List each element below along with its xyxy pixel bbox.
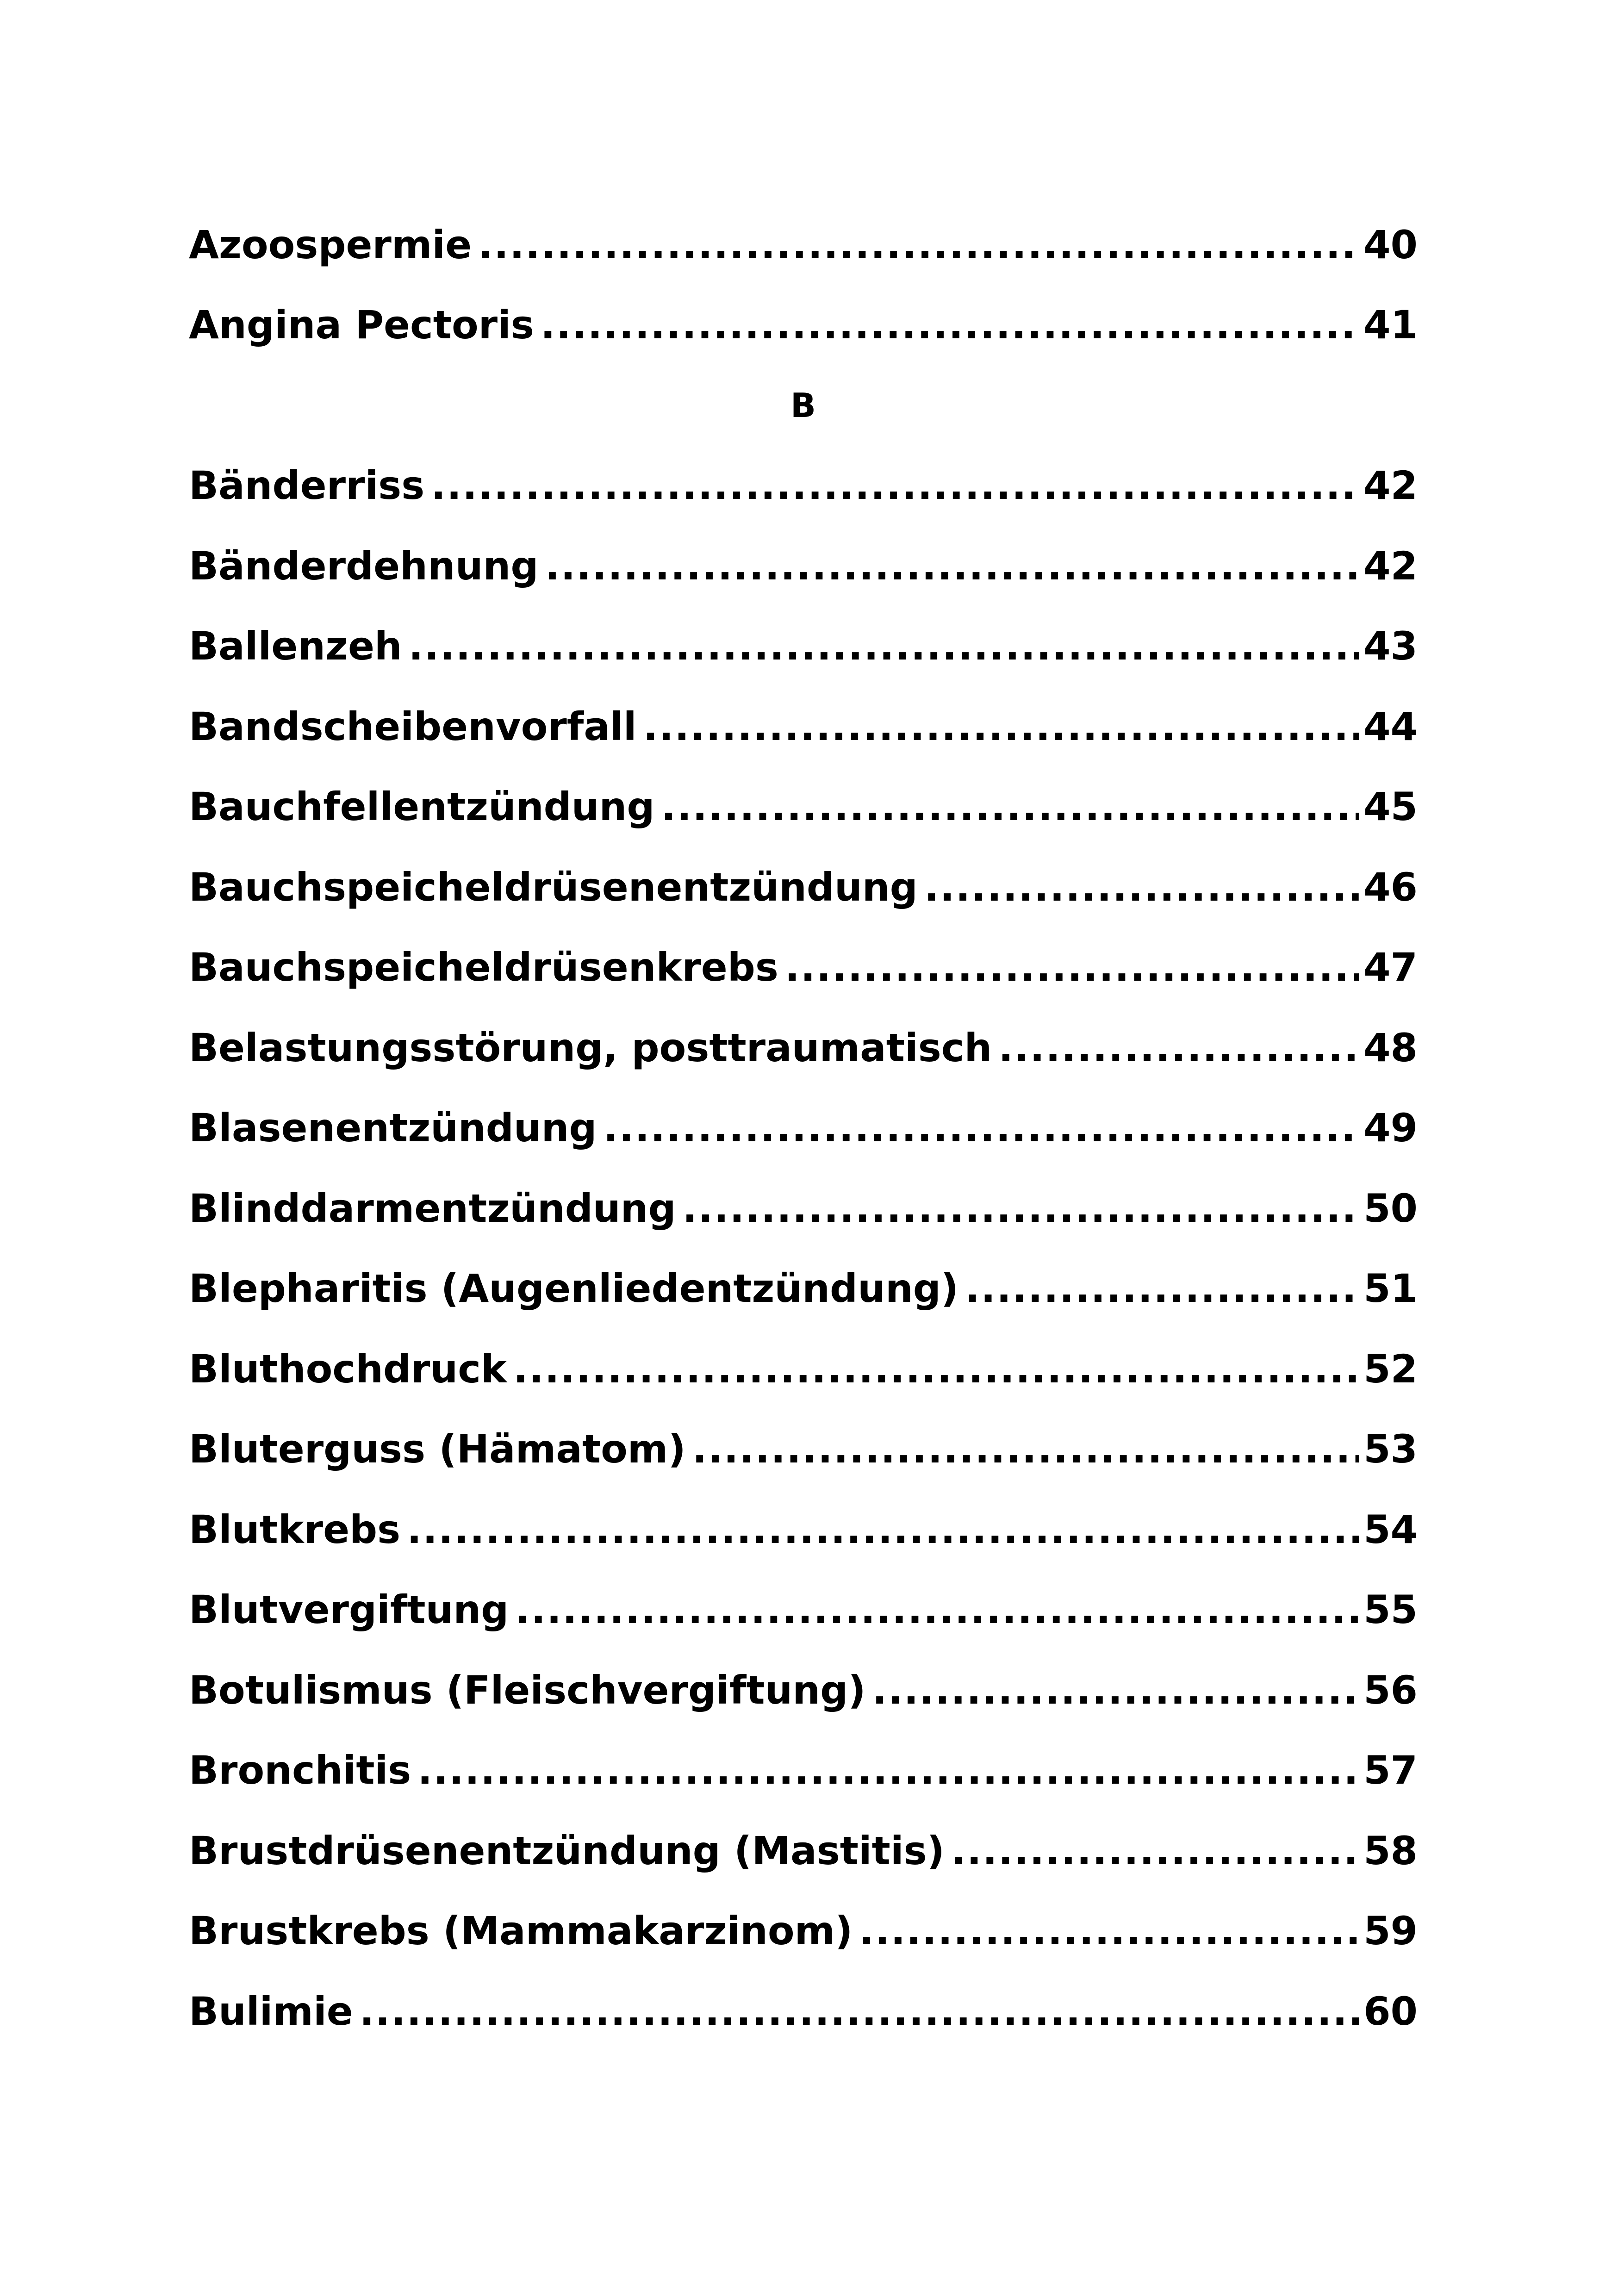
- toc-dot-leader: [402, 627, 1359, 666]
- toc-dot-leader: [400, 1510, 1359, 1549]
- toc-page-number: 55: [1363, 1587, 1418, 1633]
- toc-entry[interactable]: [189, 285, 1418, 366]
- toc-page-number: 59: [1363, 1908, 1418, 1954]
- toc-page-number: 48: [1363, 1025, 1418, 1070]
- toc-entry[interactable]: [189, 1971, 1418, 2052]
- toc-entry[interactable]: [189, 1489, 1418, 1570]
- toc-entry[interactable]: [189, 1811, 1418, 1891]
- toc-dot-leader: [958, 1269, 1359, 1308]
- toc-entry-title: Blasenentzündung: [189, 1105, 597, 1151]
- toc-dot-leader: [918, 868, 1359, 907]
- toc-page-number: 51: [1363, 1266, 1418, 1312]
- toc-entry-title: Bandscheibenvorfall: [189, 703, 637, 749]
- toc-page-number: 60: [1363, 1988, 1418, 2034]
- toc-entry-title: Blinddarmentzündung: [189, 1185, 676, 1231]
- toc-entry-title: Botulismus (Fleischvergiftung): [189, 1667, 866, 1713]
- toc-page-number: 44: [1363, 703, 1418, 749]
- toc-entry-title: Blutvergiftung: [189, 1587, 509, 1633]
- toc-dot-leader: [654, 787, 1359, 826]
- toc-dot-leader: [472, 225, 1359, 264]
- toc-dot-leader: [637, 707, 1359, 746]
- toc-page-number: 41: [1363, 302, 1418, 348]
- toc-entry[interactable]: [189, 1570, 1418, 1650]
- toc-dot-leader: [676, 1189, 1359, 1228]
- toc-entry-title: Ballenzeh: [189, 623, 402, 669]
- toc-dot-leader: [686, 1430, 1359, 1468]
- toc-page-number: 58: [1363, 1828, 1418, 1873]
- toc-entry-title: Bronchitis: [189, 1748, 411, 1793]
- toc-entry-title: Bluthochdruck: [189, 1346, 507, 1392]
- toc-entry[interactable]: [189, 1168, 1418, 1249]
- toc-page-number: 54: [1363, 1506, 1418, 1552]
- toc-entry-title: Bauchfellentzündung: [189, 784, 655, 830]
- toc-entry[interactable]: [189, 1891, 1418, 1972]
- toc-entry[interactable]: [189, 686, 1418, 767]
- toc-dot-leader: [597, 1108, 1359, 1147]
- toc-entry[interactable]: [189, 927, 1418, 1008]
- toc-page-number: 46: [1363, 864, 1418, 910]
- toc-page-number: 45: [1363, 784, 1418, 830]
- toc-entry[interactable]: [189, 446, 1418, 526]
- toc-entry[interactable]: [189, 1329, 1418, 1409]
- toc-dot-leader: [853, 1911, 1359, 1950]
- toc-page-number: 49: [1363, 1105, 1418, 1151]
- toc-entry[interactable]: [189, 1249, 1418, 1329]
- toc-entry-title: Bluterguss (Hämatom): [189, 1426, 686, 1472]
- toc-entry[interactable]: [189, 1409, 1418, 1490]
- toc-entry[interactable]: [189, 1008, 1418, 1088]
- toc-entry-title: Bänderriss: [189, 463, 425, 509]
- toc-page-number: 40: [1363, 222, 1418, 268]
- toc-page-number: 42: [1363, 463, 1418, 509]
- toc-entry[interactable]: [189, 606, 1418, 687]
- toc-entry-title: Bauchspeicheldrüsenkrebs: [189, 945, 778, 990]
- toc-dot-leader: [866, 1671, 1359, 1710]
- toc-dot-leader: [534, 305, 1359, 344]
- toc-dot-leader: [538, 547, 1359, 585]
- toc-dot-leader: [945, 1831, 1359, 1870]
- toc-dot-leader: [778, 948, 1359, 987]
- toc-entry-title: Azoospermie: [189, 222, 472, 268]
- toc-entry[interactable]: [189, 205, 1418, 285]
- toc-page-number: 57: [1363, 1748, 1418, 1793]
- toc-entry-title: Bulimie: [189, 1988, 353, 2034]
- toc-entry-title: Blutkrebs: [189, 1506, 401, 1552]
- toc-entry-title: Bauchspeicheldrüsenentzündung: [189, 864, 918, 910]
- toc-dot-leader: [507, 1350, 1359, 1388]
- toc-entry-title: Brustkrebs (Mammakarzinom): [189, 1908, 853, 1954]
- toc-dot-leader: [411, 1751, 1359, 1790]
- toc-page-number: 52: [1363, 1346, 1418, 1392]
- toc-entry[interactable]: [189, 526, 1418, 606]
- toc-page-number: 42: [1363, 543, 1418, 589]
- toc-entry-title: Belastungsstörung, posttraumatisch: [189, 1025, 992, 1070]
- toc-dot-leader: [509, 1590, 1359, 1629]
- toc-entry-title: Brustdrüsenentzündung (Mastitis): [189, 1828, 945, 1873]
- toc-entry-title: Bänderdehnung: [189, 543, 539, 589]
- toc-page-number: 56: [1363, 1667, 1418, 1713]
- table-of-contents: [189, 205, 1418, 2052]
- toc-page-number: 53: [1363, 1426, 1418, 1472]
- toc-page-number: 43: [1363, 623, 1418, 669]
- section-letter-heading: B: [790, 386, 816, 425]
- toc-entry-title: Angina Pectoris: [189, 302, 534, 348]
- toc-dot-leader: [353, 1992, 1359, 2031]
- toc-page-number: 47: [1363, 945, 1418, 990]
- toc-dot-leader: [992, 1028, 1359, 1067]
- toc-entry[interactable]: [189, 1650, 1418, 1730]
- toc-entry-title: Blepharitis (Augenliedentzündung): [189, 1266, 959, 1312]
- toc-entry[interactable]: [189, 767, 1418, 847]
- toc-dot-leader: [424, 466, 1359, 505]
- toc-entry[interactable]: [189, 1088, 1418, 1169]
- toc-entry[interactable]: [189, 847, 1418, 927]
- toc-entry[interactable]: [189, 1730, 1418, 1811]
- toc-page-number: 50: [1363, 1185, 1418, 1231]
